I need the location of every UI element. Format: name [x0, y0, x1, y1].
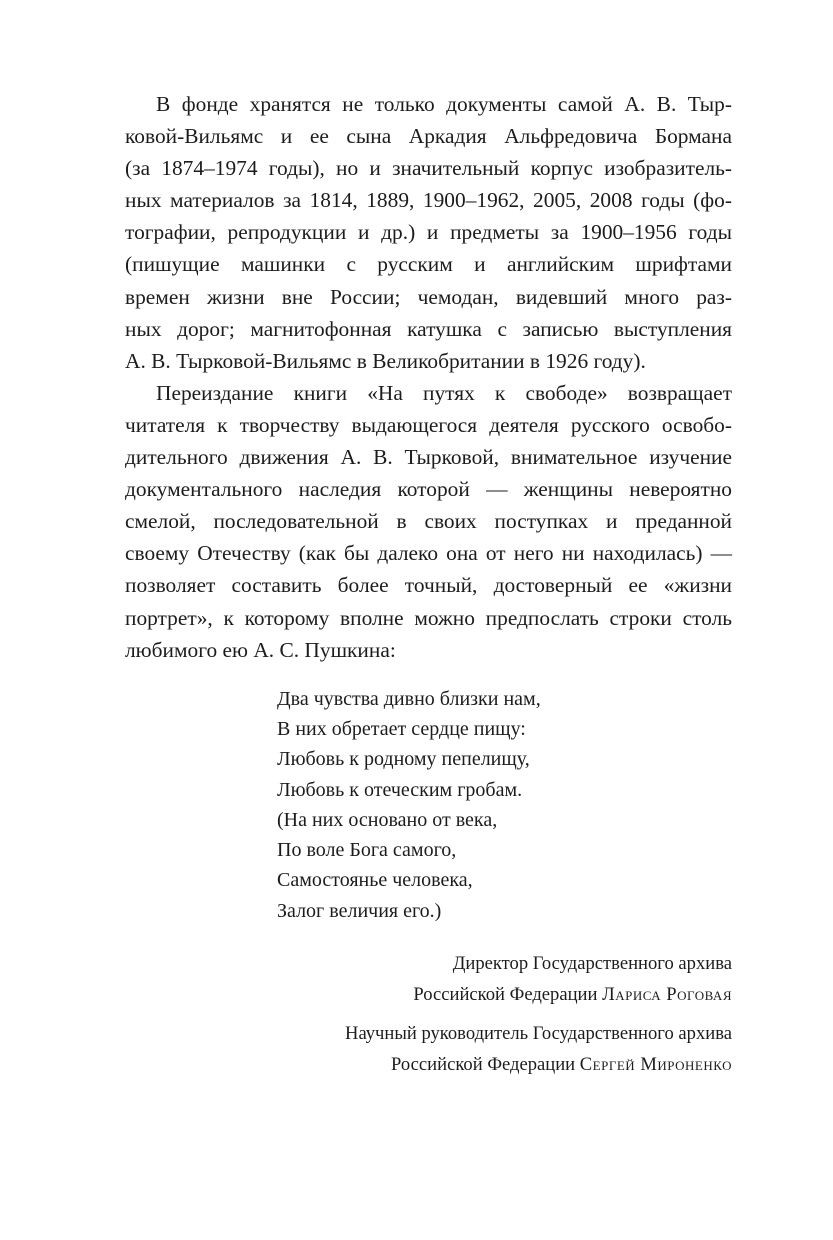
poem-verse: Любовь к родному пепелищу, — [277, 748, 530, 771]
text-line: В фонде хранятся не только документы самой А. В. Тыр- — [156, 92, 732, 116]
signature-affiliation — [125, 979, 732, 1010]
signature-name: Лариса Роговая — [602, 984, 732, 1006]
text-line: портрет», к которому вполне можно предпослать строки столь — [125, 605, 732, 630]
signature-org: Российской Федерации — [413, 984, 603, 1006]
pushkin-poem — [277, 684, 732, 926]
poem-verse: Залог величия его.) — [277, 899, 442, 922]
signature-affiliation — [125, 1049, 732, 1080]
text-line: читателя к творчеству выдающегося деятеля русского освобо- — [125, 412, 732, 437]
signature-name: Сергей Мироненко — [579, 1054, 732, 1076]
text-line: дительного движения А. В. Тырковой, внимательное изучение — [125, 445, 732, 470]
text-line: (за 1874–1974 годы), но и значительный корпус изобразитель- — [125, 156, 732, 181]
paragraph-republication — [125, 377, 732, 666]
text-line: позволяет составить более точный, достоверный ее «жизни — [125, 573, 732, 598]
signatures — [125, 948, 732, 1080]
text-line: А. В. Тырковой-Вильямс в Великобритании в 1926 году). — [125, 348, 646, 373]
text-line: Переиздание книги «На путях к свободе» возвращает — [156, 380, 732, 405]
poem-verse: Любовь к отеческим гробам. — [277, 778, 523, 801]
text-line: времен жизни вне России; чемодан, видевший много раз- — [125, 284, 732, 309]
signature-scientific-director — [125, 1018, 732, 1080]
text-line: своему Отечеству (как бы далеко она от него ни находилась) — — [125, 541, 732, 566]
poem-verse: В них обретает сердце пищу: — [277, 717, 526, 740]
document-page — [125, 88, 732, 1080]
signature-title: Научный руководитель Государственного архива — [345, 1023, 732, 1045]
text-line: ковой-Вильямс и ее сына Аркадия Альфредовича Бормана — [125, 124, 732, 149]
text-line: документального наследия которой — женщины невероятно — [125, 477, 732, 502]
text-line: ных материалов за 1814, 1889, 1900–1962, 2005, 2008 годы (фо- — [125, 188, 732, 213]
text-line: ных дорог; магнитофонная катушка с записью выступления — [125, 316, 732, 341]
text-line: тографии, репродукции и др.) и предметы за 1900–1956 годы — [125, 220, 732, 245]
poem-verse: (На них основано от века, — [277, 808, 498, 831]
poem-verse: Два чувства дивно близки нам, — [277, 687, 541, 710]
signature-director — [125, 948, 732, 1010]
text-line: любимого ею А. С. Пушкина: — [125, 637, 396, 662]
paragraph-archive-fund — [125, 88, 732, 377]
poem-verse: Самостоянье человека, — [277, 869, 473, 892]
signature-title: Директор Государственного архива — [452, 953, 732, 975]
text-line: смелой, последовательной в своих поступках и преданной — [125, 509, 732, 534]
text-line: (пишущие машинки с русским и английским шрифтами — [125, 252, 732, 277]
poem-verse: По воле Бога самого, — [277, 839, 457, 862]
signature-org: Российской Федерации — [391, 1054, 580, 1076]
